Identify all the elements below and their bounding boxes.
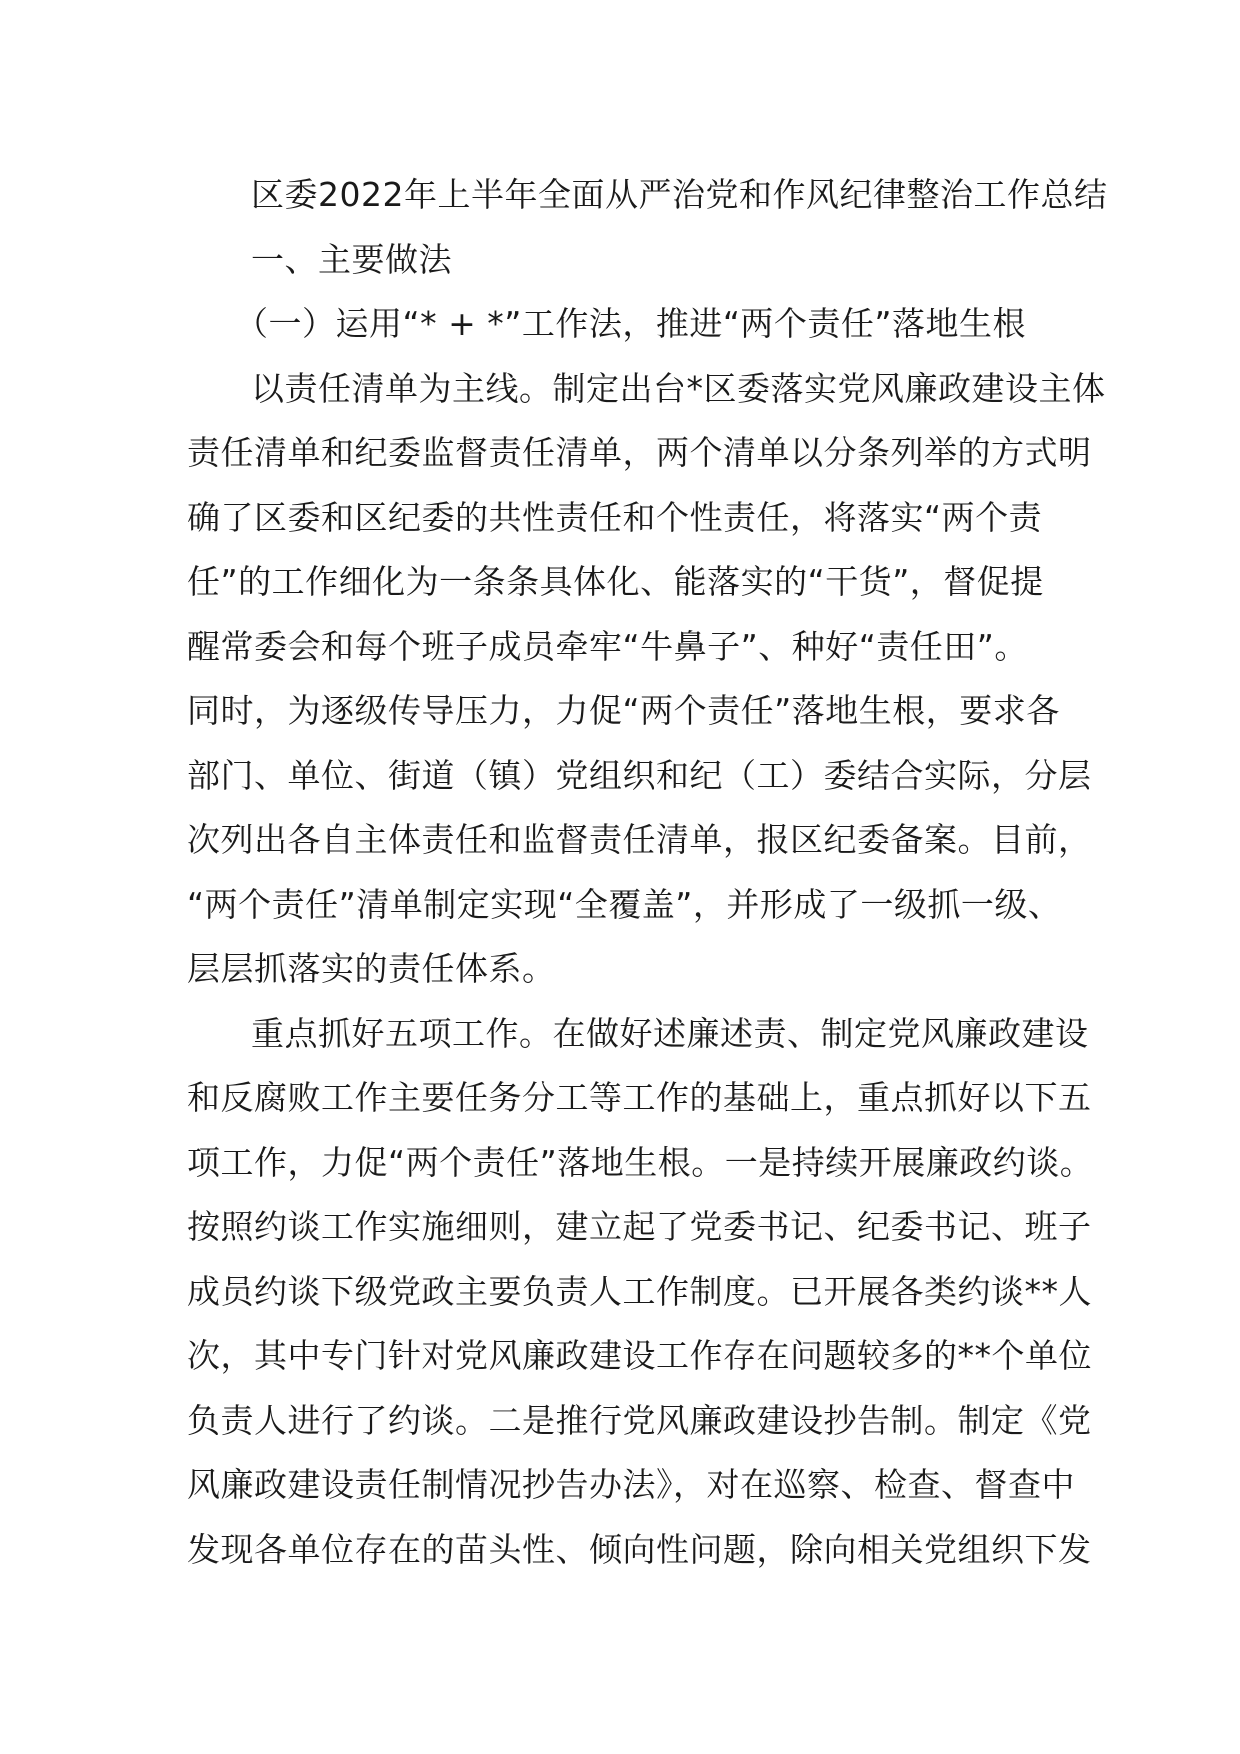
paragraph-line: 和反腐败工作主要任务分工等工作的基础上，重点抓好以下五 [187,1078,1092,1117]
paragraph-line: “两个责任”清单制定实现“全覆盖”，并形成了一级抓一级、 [187,884,1062,924]
paragraph-line: 成员约谈下级党政主要负责人工作制度。已开展各类约谈**人 [187,1271,1092,1311]
subsection-heading: （一）运用“* + *”工作法，推进“两个责任”落地生根 [235,304,1027,343]
paragraph-line: 任”的工作细化为一条条具体化、能落实的“干货”，督促提 [187,562,1044,601]
paragraph-line: 部门、单位、街道（镇）党组织和纪（工）委结合实际，分层 [187,755,1092,795]
paragraph-line: 负责人进行了约谈。二是推行党风廉政建设抄告制。制定《党 [187,1400,1092,1440]
section-heading: 一、主要做法 [251,239,452,279]
document-body [187,163,1108,1582]
paragraph-line: 醒常委会和每个班子成员牵牢“牛鼻子”、种好“责任田”。 [187,626,1028,666]
paragraph-line: 次，其中专门针对党风廉政建设工作存在问题较多的**个单位 [187,1336,1092,1375]
document-title: 区委2022年上半年全面从严治党和作风纪律整治工作总结 [251,175,1108,214]
paragraph-line: 以责任清单为主线。制定出台*区委落实党风廉政建设主体 [251,368,1106,408]
paragraph-line: 同时，为逐级传导压力，力促“两个责任”落地生根，要求各 [187,691,1060,730]
paragraph-line: 次列出各自主体责任和监督责任清单，报区纪委备案。目前， [187,820,1092,859]
paragraph-line: 层层抓落实的责任体系。 [187,949,556,988]
paragraph-line: 确了区委和区纪委的共性责任和个性责任，将落实“两个责 [187,497,1043,537]
paragraph-line: 发现各单位存在的苗头性、倾向性问题，除向相关党组织下发 [187,1529,1092,1569]
paragraph-line: 按照约谈工作实施细则，建立起了党委书记、纪委书记、班子 [187,1207,1092,1246]
paragraph-line: 风廉政建设责任制情况抄告办法》，对在巡察、检查、督查中 [187,1465,1075,1504]
paragraph-line: 项工作，力促“两个责任”落地生根。一是持续开展廉政约谈。 [187,1142,1094,1182]
paragraph-line: 责任清单和纪委监督责任清单，两个清单以分条列举的方式明 [187,433,1092,472]
paragraph-line: 重点抓好五项工作。在做好述廉述责、制定党风廉政建设 [251,1013,1089,1053]
